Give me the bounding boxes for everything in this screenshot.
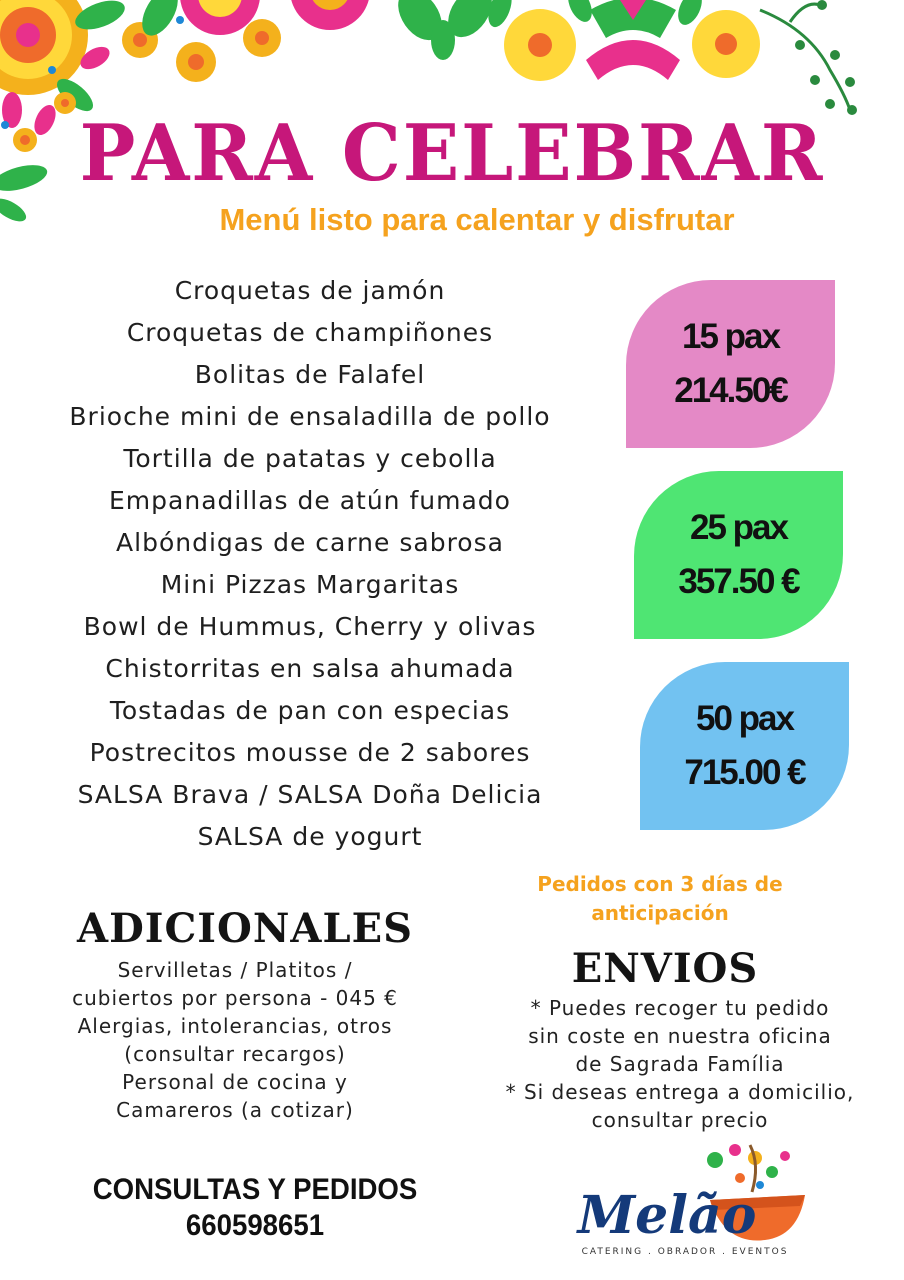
- page-subtitle: Menú listo para calentar y disfrutar: [219, 202, 735, 237]
- menu-item: SALSA Brava / SALSA Doña Delicia: [77, 780, 543, 809]
- price-badge-amount: 715.00 €: [684, 753, 805, 792]
- contact-label: CONSULTAS Y PEDIDOS: [92, 1173, 418, 1206]
- contact-block: [48, 1172, 462, 1244]
- menu-item: Bolitas de Falafel: [194, 360, 426, 389]
- price-badge-15: [626, 280, 835, 448]
- price-badge-50: [640, 662, 849, 830]
- logo-tagline: CATERING . OBRADOR . EVENTOS: [581, 1247, 789, 1257]
- adicionales-heading: ADICIONALES: [77, 905, 413, 952]
- menu-item: SALSA de yogurt: [197, 822, 423, 851]
- contact-phone[interactable]: 660598651: [185, 1209, 325, 1242]
- envios-list: [490, 994, 870, 1134]
- order-notice-line: Pedidos con 3 días de: [537, 872, 783, 896]
- price-badge-pax: 50 pax: [696, 699, 793, 738]
- order-notice-line: anticipación: [591, 901, 729, 925]
- envios-heading: ENVIOS: [571, 945, 759, 992]
- price-badge-pax: 15 pax: [682, 317, 779, 356]
- price-badge-amount: 214.50€: [674, 371, 787, 410]
- adicionales-line: Camareros (a cotizar): [116, 1098, 354, 1122]
- envios-line: * Si deseas entrega a domicilio,: [505, 1080, 855, 1104]
- envios-line: de Sagrada Família: [575, 1052, 785, 1076]
- adicionales-line: cubiertos por persona - 045 €: [72, 986, 398, 1010]
- menu-item: Tostadas de pan con especias: [109, 696, 511, 725]
- envios-line: sin coste en nuestra oficina: [528, 1024, 832, 1048]
- price-badge-25: [634, 471, 843, 639]
- menu-item: Croquetas de champiñones: [126, 318, 494, 347]
- menu-item: Albóndigas de carne sabrosa: [116, 528, 504, 557]
- menu-item: Mini Pizzas Margaritas: [160, 570, 460, 599]
- flower-icon: [0, 0, 88, 95]
- envios-line: * Puedes recoger tu pedido: [530, 996, 830, 1020]
- price-badge-pax: 25 pax: [690, 508, 787, 547]
- adicionales-list: [20, 956, 450, 1124]
- envios-line: consultar precio: [591, 1108, 769, 1132]
- brand-logo: [560, 1140, 830, 1270]
- adicionales-line: Alergias, intolerancias, otros: [77, 1014, 393, 1038]
- menu-item: Empanadillas de atún fumado: [109, 486, 511, 515]
- page-title: PARA CELEBRAR: [79, 108, 825, 199]
- menu-item: Croquetas de jamón: [174, 276, 446, 305]
- logo-name: Melão: [577, 1185, 757, 1246]
- petal-icon: [586, 0, 680, 80]
- menu-item: Chistorritas en salsa ahumada: [105, 654, 515, 683]
- adicionales-line: Personal de cocina y: [122, 1070, 348, 1094]
- adicionales-line: (consultar recargos): [124, 1042, 346, 1066]
- adicionales-line: Servilletas / Platitos /: [117, 958, 353, 982]
- order-notice: [500, 870, 820, 928]
- menu-item: Bowl de Hummus, Cherry y olivas: [83, 612, 537, 641]
- menu-list: [40, 270, 580, 858]
- menu-item: Brioche mini de ensaladilla de pollo: [69, 402, 551, 431]
- menu-item: Postrecitos mousse de 2 sabores: [89, 738, 531, 767]
- price-badge-amount: 357.50 €: [678, 562, 799, 601]
- menu-item: Tortilla de patatas y cebolla: [123, 444, 497, 473]
